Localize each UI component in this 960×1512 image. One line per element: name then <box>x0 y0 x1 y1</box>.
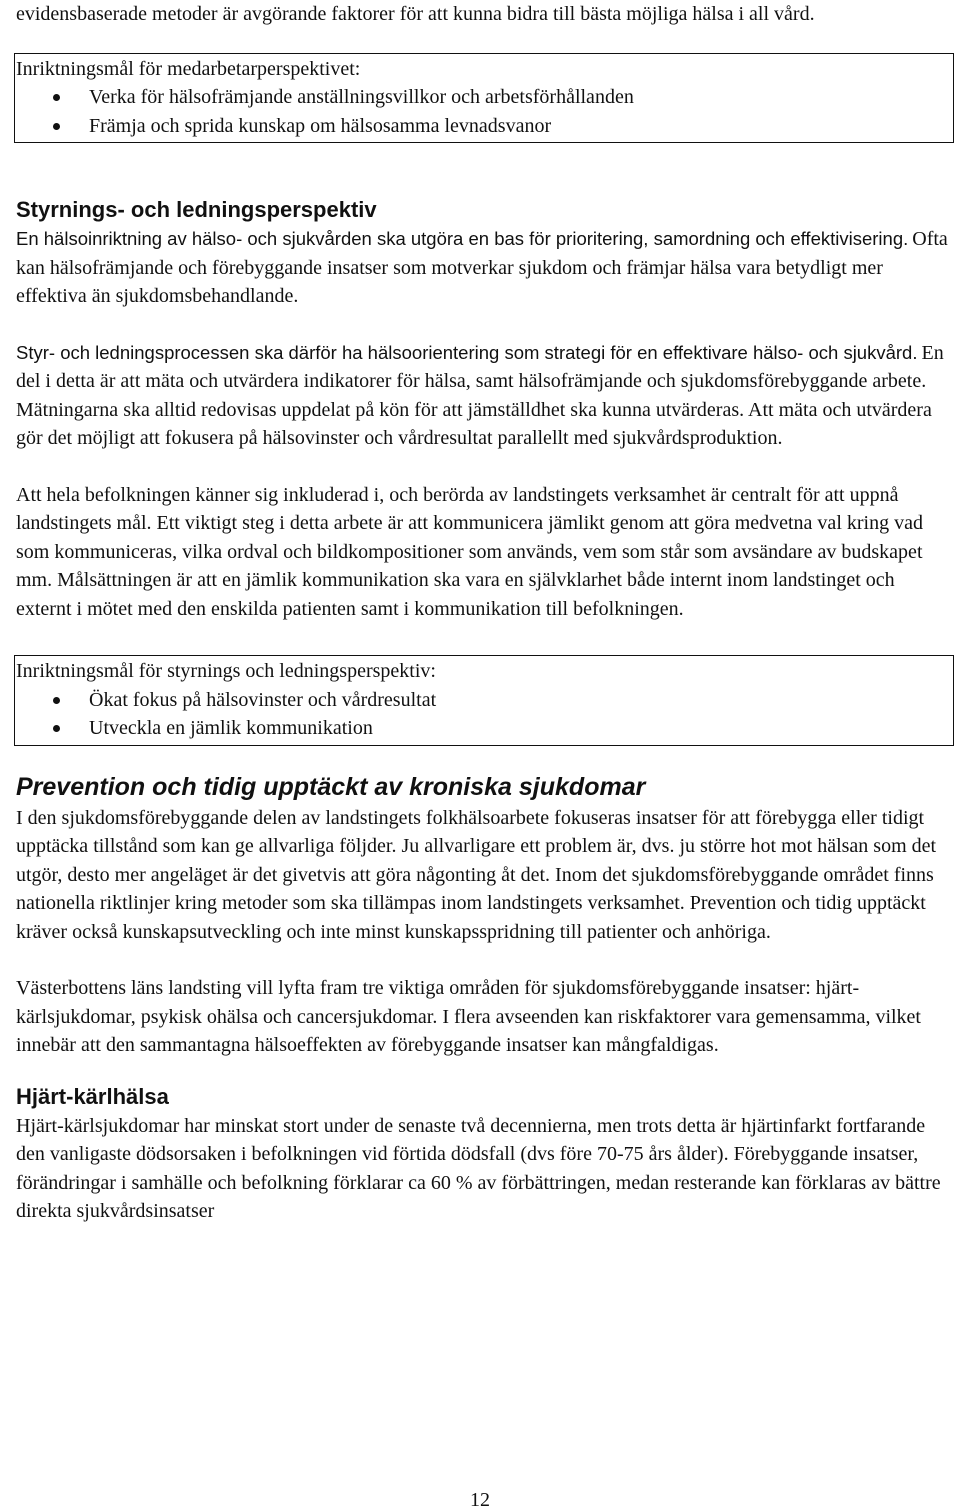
goal-item <box>15 714 953 743</box>
paragraph-hjart-1: Hjärt-kärlsjukdomar har minskat stort under de senaste två decennierna, men trots detta är hjärtinfarkt fortfarande den vanligaste dödsorsaken i befolkningen vid förtida dödsfall (dvs före 70-75 års ålder). Förebyggande insatser, förändringar i samhälle och befolkning förklarar ca 60 % av förbättringen, medan resterande kan förklaras av bättre direkta sjukvårdsinsatser <box>16 1114 941 1222</box>
paragraph-styrning-1 <box>16 225 951 311</box>
spacer <box>16 746 951 770</box>
bullet-icon <box>53 94 60 101</box>
paragraph-serif-part: En del i detta är att mäta och utvärdera indikatorer för hälsa, samt hälsofrämjande och sjukdomsförebyggande arbete. Mätningarna ska alltid redovisas uppdelat på kön för att jämställdhet ska kunna utvärderas. Att mäta och utvärdera gör det möjligt att fokusera på hälsovinster och vårdresultat parallellt med sjukvårdsproduktion. <box>16 341 944 449</box>
goal-list <box>15 83 953 140</box>
bullet-icon <box>53 697 60 704</box>
paragraph-sans-part: En hälsoinriktning av hälso- och sjukvården ska utgöra en bas för prioritering, samordning och effektivisering. <box>16 228 909 249</box>
spacer <box>16 623 951 655</box>
intro-continuation: evidensbaserade metoder är avgörande faktorer för att kunna bidra till bästa möjliga hälsa i all vård. <box>16 3 815 25</box>
paragraph-styrning-3: Att hela befolkningen känner sig inkluderad i, och berörda av landstingets verksamhet är centralt för att uppnå landstingets mål. Ett viktigt steg i detta arbete är att kommunicera jämlikt genom att göra medvetna val kring vad som kommuniceras, vilka ordval och bildkompositioner som används, vem som står som avsändare av budskapet mm. Målsättningen är att en jämlik kommunikation ska vara en självklarhet både internt inom landstinget och externt i mötet med den enskilda patienten samt i kommunikation till befolkningen. <box>16 483 923 620</box>
spacer <box>16 29 951 53</box>
goal-box-title: Inriktningsmål för medarbetarperspektivet: <box>16 57 361 80</box>
goal-item-text: Verka för hälsofrämjande anställningsvillkor och arbetsförhållanden <box>89 86 634 108</box>
section-heading-prevention: Prevention och tidig upptäckt av kroniska sjukdomar <box>16 772 646 801</box>
paragraph-serif-part: Ofta kan hälsofrämjande och förebyggande insatser som motverkar sjukdom och främjar hälsa vara betydligt mer effektiva än sjukdomsbehandlande. <box>16 228 948 307</box>
bullet-icon <box>53 725 60 732</box>
paragraph-sans-part: Styr- och ledningsprocessen ska därför ha hälsoorientering som strategi för en effektivare hälso- och sjukvård. <box>16 341 918 363</box>
goal-box-medarbetare <box>14 53 954 144</box>
goal-item-text: Ökat fokus på hälsovinster och vårdresultat <box>89 688 437 711</box>
paragraph-prevention-2: Västerbottens läns landsting vill lyfta fram tre viktiga områden för sjukdomsförebyggande insatser: hjärt-kärlsjukdomar, psykisk ohälsa och cancersjukdomar. I flera avseenden kan riskfaktorer vara gemensamma, vilket innebär att den sammantagna hälsoeffekten av förebyggande insatser kan mångfaldigas. <box>16 977 921 1056</box>
spacer <box>16 946 951 974</box>
bullet-icon <box>53 123 60 130</box>
goal-item-text: Utveckla en jämlik kommunikation <box>89 717 373 739</box>
section-heading-styrning: Styrnings- och ledningsperspektiv <box>16 197 377 222</box>
goal-item <box>15 686 953 715</box>
goal-item <box>15 112 953 141</box>
document-page <box>16 0 951 1226</box>
spacer <box>16 1060 951 1082</box>
goal-box-title: Inriktningsmål för styrnings och ledningsperspektiv: <box>16 660 436 682</box>
spacer <box>16 143 951 195</box>
goal-item-text: Främja och sprida kunskap om hälsosamma levnadsvanor <box>89 114 552 137</box>
spacer <box>16 453 951 481</box>
goal-list <box>15 686 953 743</box>
goal-item <box>15 83 953 112</box>
paragraph-prevention-1: I den sjukdomsförebyggande delen av landstingets folkhälsoarbete fokuseras insatser för att förebygga eller tidigt upptäcka tillstånd som kan ge allvarliga följder. Ju allvarligare ett problem är, dvs. ju större hot mot hälsan som det utgör, desto mer angeläget är det givetvis att göra någonting åt det. Inom det sjukdomsförebyggande området finns nationella riktlinjer kring metoder som ska tillämpas inom landstingets verksamhet. Prevention och tidig upptäckt kräver också kunskapsutveckling och inte minst kunskapsspridning till patienter och anhöriga. <box>16 806 937 943</box>
page-number: 12 <box>470 1489 490 1511</box>
goal-box-styrning <box>14 655 954 746</box>
paragraph-styrning-2 <box>16 339 951 453</box>
section-heading-hjart: Hjärt-kärlhälsa <box>16 1083 169 1109</box>
spacer <box>16 311 951 339</box>
